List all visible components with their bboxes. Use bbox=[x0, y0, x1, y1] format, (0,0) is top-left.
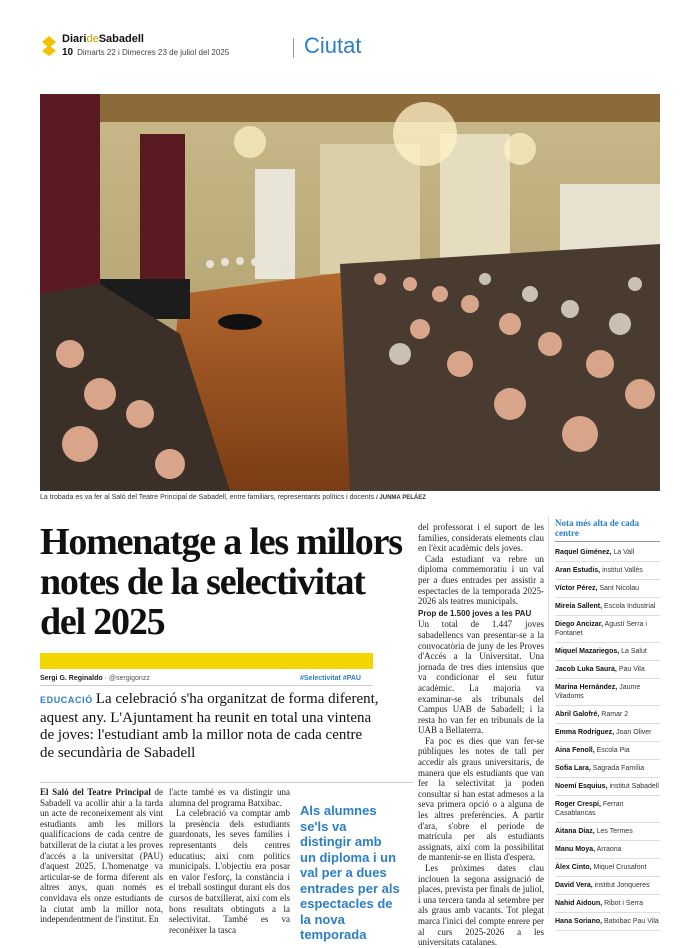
school-name: Sant Nicolau bbox=[599, 585, 640, 592]
hashtags: #Selectivitat #PAU bbox=[300, 675, 361, 682]
body-column-1: El Saló del Teatre Principal de Sabadell va acollir ahir a la tarda un acte de reconeixement als vint estudiants amb les millors qualificacions de cada centre de batxillerat de la ciutat a les proves d'accés a la universitat (PAU) d'aquest 2025. L'homenatge va articular-se de forma diferent als altres anys, quan només es convidava els onze estudiants de la ciutat amb la millor nota, independentment de l'institut. En bbox=[40, 787, 164, 925]
student-name: Nahid Aidoun, bbox=[555, 900, 603, 907]
student-name: Víctor Pérez, bbox=[555, 585, 598, 592]
school-name: institut Sabadell bbox=[609, 783, 659, 790]
opening-words: El Saló del Teatre Principal bbox=[40, 787, 151, 797]
lead-paragraph: EDUCACIÓ La celebració s'ha organitzat de forma diferent, aquest any. L'Ajuntament ha reunit en total una vintena de joves: l'estudiant amb la millor nota de cada centre de secundària de Sabadell bbox=[40, 691, 379, 761]
top-scores-sidebar bbox=[555, 518, 660, 931]
student-name: Marina Hernández, bbox=[555, 684, 618, 691]
student-list-item bbox=[555, 877, 660, 895]
school-name: Ribot i Serra bbox=[604, 900, 644, 907]
school-name: Escola Industrial bbox=[604, 603, 656, 610]
student-list-item bbox=[555, 841, 660, 859]
pull-quote: Als alumnes se'ls va distingir amb un diploma i un val per a dues entrades per als espectacles de la nova temporada bbox=[300, 803, 400, 942]
byline: Sergi G. Reginaldo · @sergigonzz bbox=[40, 675, 150, 682]
school-name: Batxibac Pau Vila bbox=[604, 918, 659, 925]
student-name: Miquel Mazariegos, bbox=[555, 648, 620, 655]
school-name: La Salut bbox=[621, 648, 647, 655]
student-name: Aina Fenoll, bbox=[555, 747, 595, 754]
school-name: Miquel Crusafont bbox=[593, 864, 647, 871]
student-list-item bbox=[555, 796, 660, 823]
body-column-2: l'acte també es va distingir una alumna del programa Batxibac. La celebració va comptar amb la presència dels estudiants guardonats, les seves famílies i representants dels centres educatius; així com polítics municipals. L'objectiu era posar en valor l'esforç, la constància i el treball sostingut durant els dos cursos de batxillerat, així com els bons resultats obtinguts a la selectivitat. També es va reconèixer la tasca bbox=[169, 787, 290, 935]
school-name: Pau Vila bbox=[618, 666, 645, 673]
headline: Homenatge a les millors notes de la selectivitat del 2025 bbox=[40, 521, 402, 643]
student-name: Jacob Luka Saura, bbox=[555, 666, 617, 673]
student-list-item bbox=[555, 742, 660, 760]
student-list-item bbox=[555, 859, 660, 877]
school-name: Sagrada Família bbox=[592, 765, 645, 772]
student-name: Noemí Esquius, bbox=[555, 783, 608, 790]
student-list-item bbox=[555, 913, 660, 931]
kicker: EDUCACIÓ bbox=[40, 695, 93, 705]
student-name: Aitana Díaz, bbox=[555, 828, 595, 835]
student-list-item bbox=[555, 562, 660, 580]
photo-credit: / JUNMA PELÁEZ bbox=[376, 495, 426, 501]
student-name: Sofia Lara, bbox=[555, 765, 591, 772]
section-title: Ciutat bbox=[304, 33, 362, 58]
student-name: Àlex Cinto, bbox=[555, 864, 592, 871]
school-name: Jaume Viladoms bbox=[555, 684, 641, 700]
student-list-item bbox=[555, 706, 660, 724]
student-list-item bbox=[555, 679, 660, 706]
page-info bbox=[62, 47, 229, 58]
student-name: Abril Galofré, bbox=[555, 711, 600, 718]
sidebar-title: Nota més alta de cada centre bbox=[555, 518, 660, 542]
student-list-item bbox=[555, 895, 660, 913]
diari-logo-icon bbox=[42, 36, 56, 56]
masthead-brand: DiarideSabadell bbox=[62, 33, 144, 45]
student-list-item bbox=[555, 760, 660, 778]
student-name: Raquel Giménez, bbox=[555, 549, 612, 556]
student-name: David Vera, bbox=[555, 882, 593, 889]
headline-accent-bar bbox=[40, 653, 373, 669]
student-list-item bbox=[555, 823, 660, 841]
student-name: Emma Rodríguez, bbox=[555, 729, 615, 736]
student-list-item bbox=[555, 580, 660, 598]
student-list-item bbox=[555, 616, 660, 643]
school-name: Les Termes bbox=[596, 828, 633, 835]
student-list-item bbox=[555, 598, 660, 616]
student-name: Mireia Sallent, bbox=[555, 603, 603, 610]
lead-rule bbox=[40, 782, 413, 783]
student-list-item bbox=[555, 544, 660, 562]
photo-caption: La trobada es va fer al Saló del Teatre Principal de Sabadell, entre familiars, representants polítics i docents / JUNMA PELÁEZ bbox=[40, 494, 426, 501]
student-list-item bbox=[555, 643, 660, 661]
school-name: institut Jonqueres bbox=[594, 882, 650, 889]
student-name: Manu Moya, bbox=[555, 846, 596, 853]
student-name: Diego Ancizar, bbox=[555, 621, 603, 628]
subheading: Prop de 1.500 joves a les PAU bbox=[418, 608, 532, 618]
school-name: Agustí Serra i Fontanet bbox=[555, 621, 647, 637]
student-list-item bbox=[555, 778, 660, 796]
author-name: Sergi G. Reginaldo bbox=[40, 675, 103, 682]
issue-date: Dimarts 22 i Dimecres 23 de juliol del 2025 bbox=[77, 48, 230, 57]
author-handle: @sergigonzz bbox=[108, 675, 150, 682]
school-name: institut Vallès bbox=[602, 567, 643, 574]
student-list-item bbox=[555, 724, 660, 742]
student-name: Hana Soriano, bbox=[555, 918, 603, 925]
school-name: Escola Pia bbox=[596, 747, 630, 754]
student-name: Aran Estudis, bbox=[555, 567, 601, 574]
byline-rule bbox=[40, 685, 373, 686]
school-name: Ramar 2 bbox=[601, 711, 629, 718]
school-name: Arraona bbox=[596, 846, 622, 853]
school-name: Joan Oliver bbox=[616, 729, 652, 736]
header-divider bbox=[293, 38, 294, 58]
page-number: 10 bbox=[62, 47, 74, 58]
school-name: Ferran Casablancas bbox=[555, 801, 624, 817]
column-divider bbox=[548, 516, 549, 916]
event-photo bbox=[40, 94, 660, 491]
student-list-item bbox=[555, 661, 660, 679]
school-name: La Vall bbox=[613, 549, 635, 556]
student-name: Roger Crespí, bbox=[555, 801, 601, 808]
body-column-3: del professorat i el suport de les famílies, considerats elements clau en l'èxit acadèmic dels joves. Cada estudiant va rebre un diploma commemoratiu i un val per a dues entrades per assistir a espectacles de la temporada 2025-2026 als teatres municipals. Prop de 1.500 joves a les PAU Un total de 1.447 joves sabadellencs van presentar-se a la convocatòria de juny de les Proves d'Accés a la Universitat. Una jornada de tres dies intensius que va condicionar el seu futur acadèmic. La majoria va examinar-se als tribunals del Campus UAB de Sabadell; i la resta ho van fer en tribunals de la UAB a Bellaterra. Fa poc es dies que van fer-se públiques les notes de tall per accedir als graus universitaris, de manera que els estudiants que van fer la selectivitat ja poden consultar si han estat admesos a la seva primera opció o a alguna de les altres preferències. A partir d'ara, s'obre el període de matrícula per als estudiants assignats, així com la possibilitat de mantenir-se en llista d'espera. Les pròximes dates clau inclouen la segona assignació de places, prevista per finals de juliol, i una tercera tanda al setembre per als graus amb vacants. Tot plegat marca l'inici del compte enrere per al curs 2025-2026 a les universitats catalanes. bbox=[418, 522, 544, 948]
